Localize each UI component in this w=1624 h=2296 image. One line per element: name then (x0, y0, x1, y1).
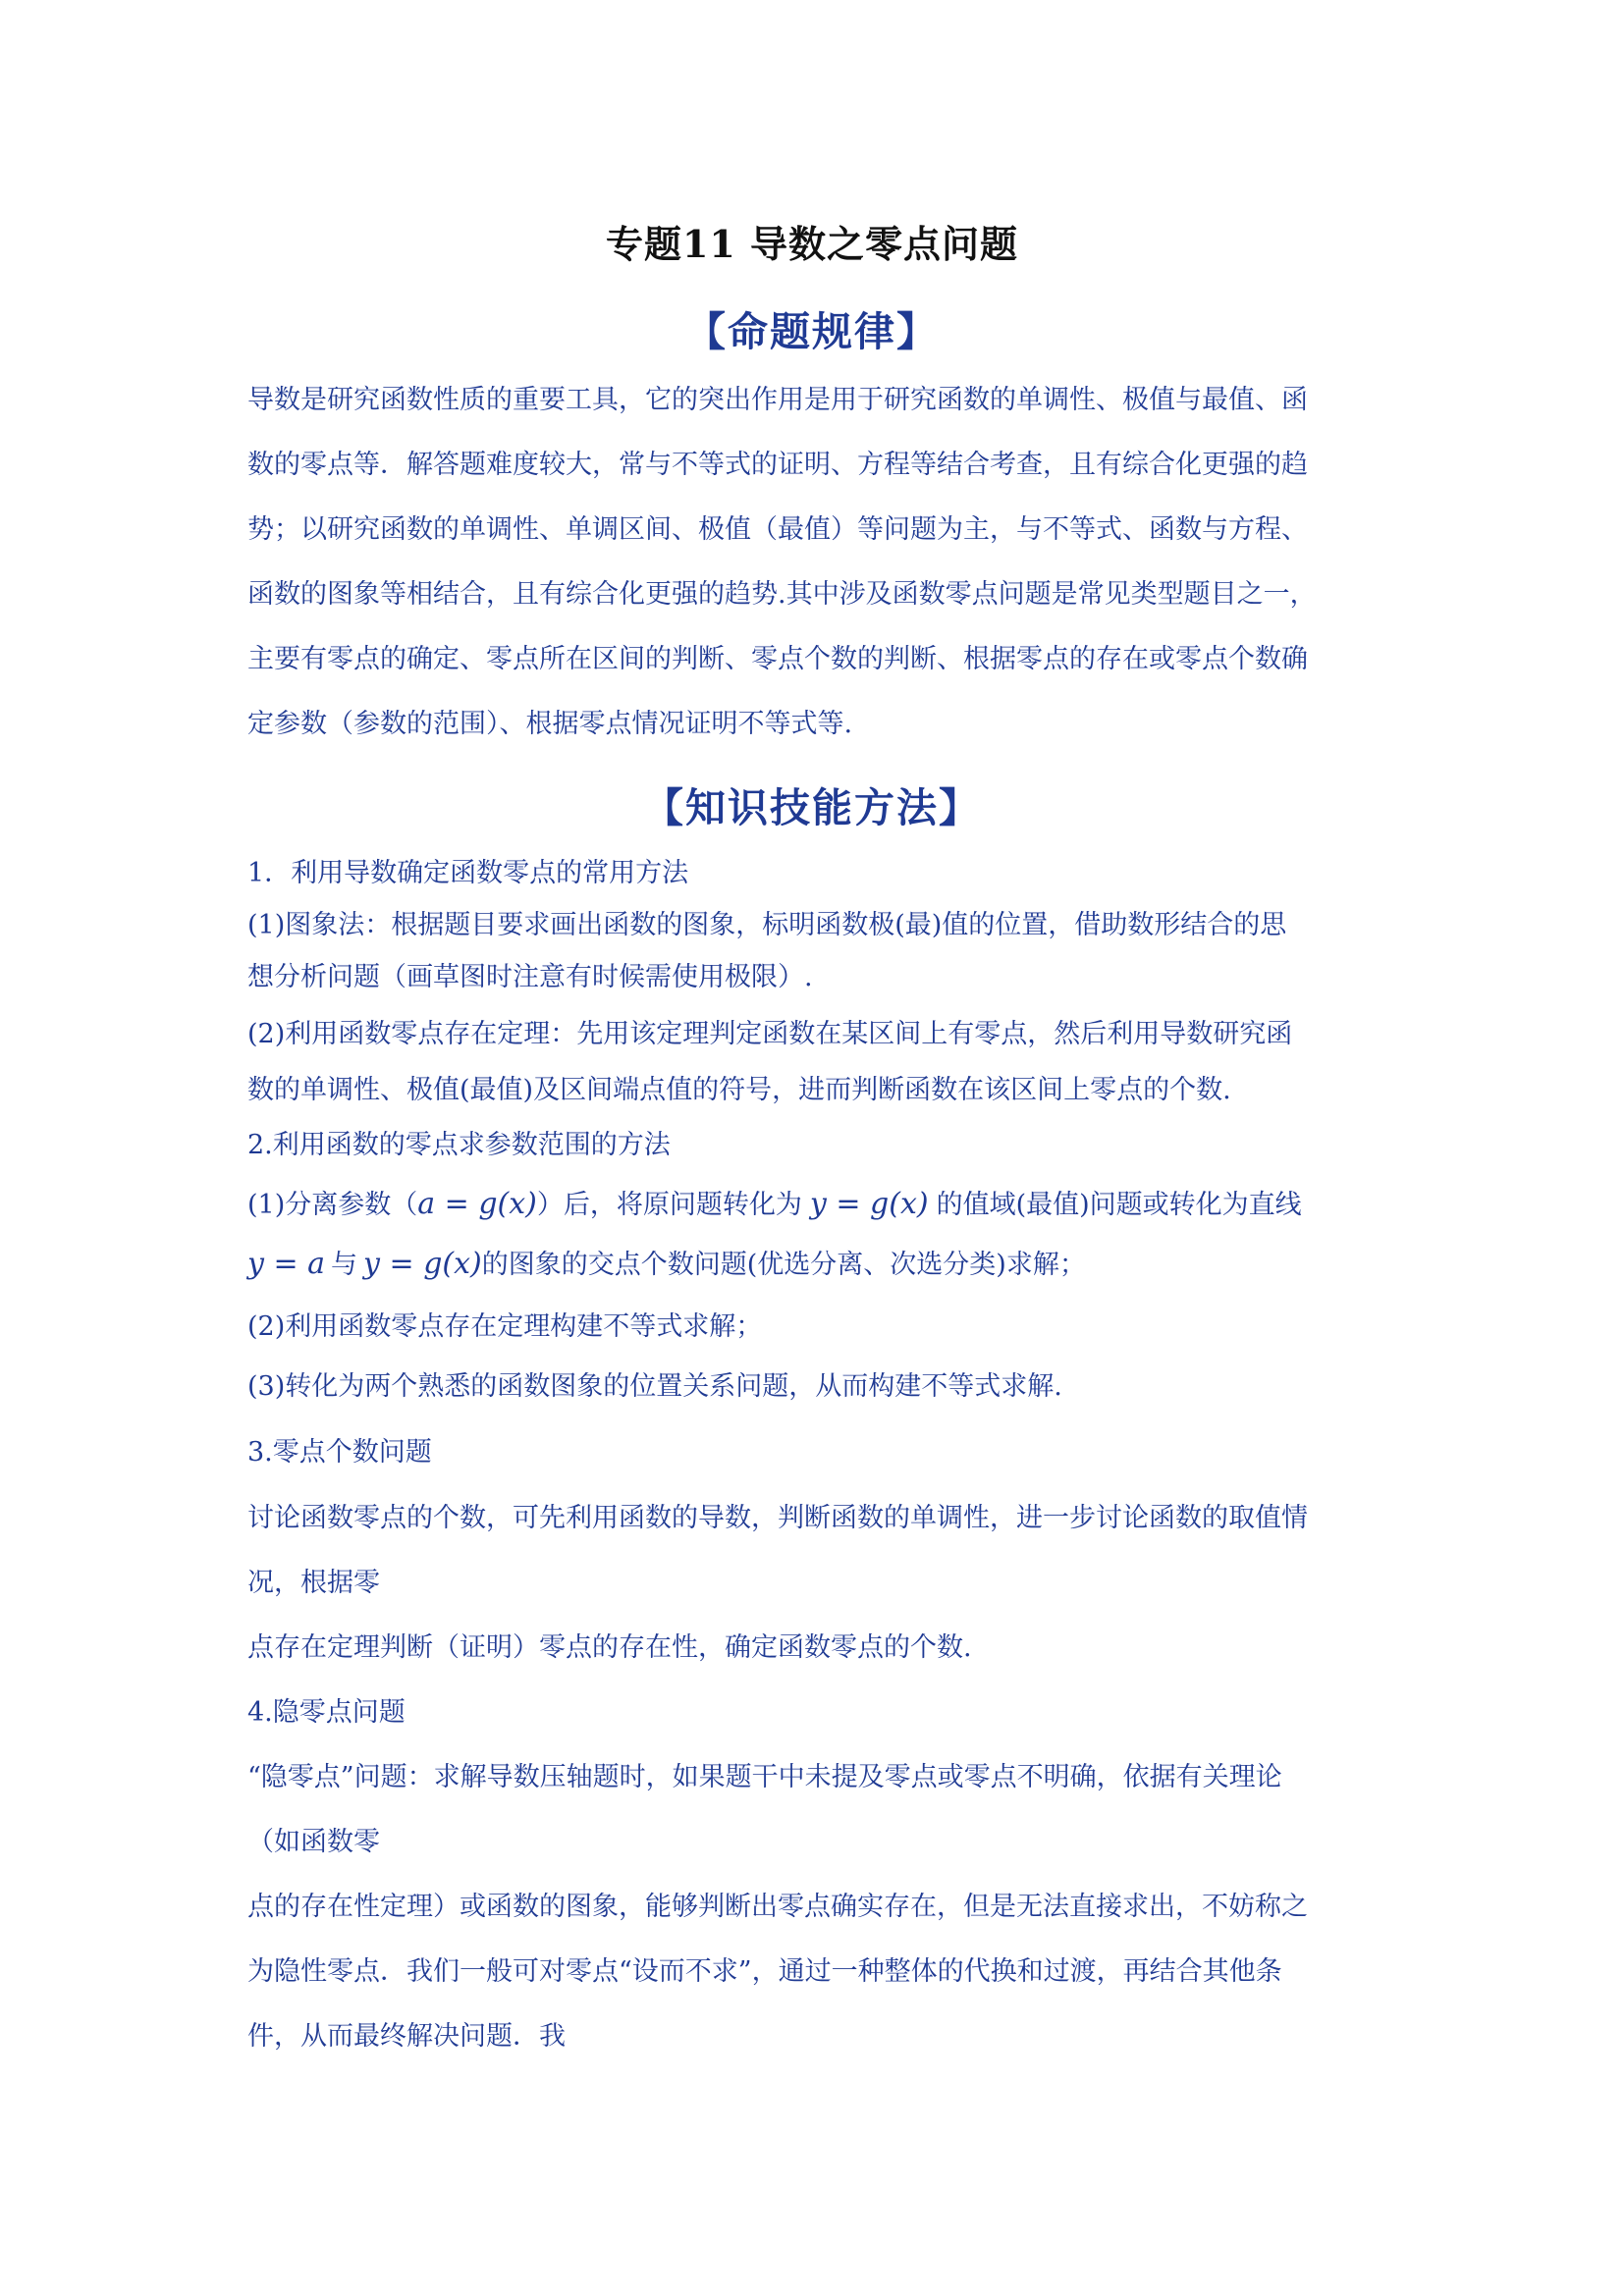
item4-line4: 为隐性零点．我们一般可对零点“设而不求”，通过一种整体的代换和过渡，再结合其他条 (247, 1956, 1282, 1987)
item4-line3: 点的存在性定理）或函数的图象，能够判断出零点确实存在，但是无法直接求出，不妨称之 (247, 1892, 1308, 1922)
rules-line-3: 势；以研究函数的单调性、单调区间、极值（最值）等问题为主，与不等式、函数与方程、 (247, 514, 1308, 545)
item2-p4: (3)转化为两个熟悉的函数图象的位置关系问题，从而构建不等式求解. (247, 1371, 1062, 1402)
rules-line-2: 数的零点等．解答题难度较大，常与不等式的证明、方程等结合考查，且有综合化更强的趋 (247, 450, 1308, 480)
rules-line-6: 定参数（参数的范围）、根据零点情况证明不等式等. (247, 709, 853, 739)
item2-p1-text-a: (1)分离参数（ (247, 1190, 418, 1220)
formula-y-eq-a: y = a (247, 1247, 326, 1281)
item4-title: 4.隐零点问题 (247, 1697, 406, 1728)
section-heading-rules: 【命题规律】 (685, 308, 939, 355)
rules-line-1: 导数是研究函数性质的重要工具，它的突出作用是用于研究函数的单调性、极值与最值、函 (247, 385, 1308, 415)
item4-line1: “隐零点”问题：求解导数压轴题时，如果题干中未提及零点或零点不明确，依据有关理论 (247, 1762, 1282, 1792)
item1-p2-line1: (2)利用函数零点存在定理：先用该定理判定函数在某区间上有零点，然后利用导数研究函 (247, 1019, 1293, 1049)
item2-p2-text-b: 的图象的交点个数问题(优选分离、次选分类)求解； (481, 1250, 1086, 1280)
formula-y-eq-gx: y = g(x) (809, 1187, 929, 1221)
rules-line-5: 主要有零点的确定、零点所在区间的判断、零点个数的判断、根据零点的存在或零点个数确 (247, 644, 1308, 674)
item3-line2: 况，根据零 (247, 1568, 380, 1598)
item4-line5: 件，从而最终解决问题．我 (247, 2021, 566, 2052)
item3-line3: 点存在定理判断（证明）零点的存在性，确定函数零点的个数. (247, 1632, 972, 1663)
formula-a-eq-gx: a = g(x) (417, 1187, 537, 1221)
section-heading-methods: 【知识技能方法】 (643, 784, 981, 831)
item1-p1-line1: (1)图象法：根据题目要求画出函数的图象，标明函数极(最)值的位置，借助数形结合的思 (247, 910, 1287, 940)
item3-title: 3.零点个数问题 (247, 1437, 432, 1468)
item2-p3: (2)利用函数零点存在定理构建不等式求解； (247, 1311, 763, 1342)
item3-line1: 讨论函数零点的个数，可先利用函数的导数，判断函数的单调性，进一步讨论函数的取值情 (247, 1503, 1308, 1533)
formula-y-eq-gx-2: y = g(x) (363, 1247, 482, 1281)
item2-title: 2.利用函数的零点求参数范围的方法 (247, 1130, 671, 1160)
item4-line2: （如函数零 (247, 1827, 380, 1857)
item1-p2-line2: 数的单调性、极值(最值)及区间端点值的符号，进而判断函数在该区间上零点的个数. (247, 1075, 1231, 1105)
item1-p1-line2: 想分析问题（画草图时注意有时候需使用极限）. (247, 962, 813, 992)
item2-p2-text-a: 与 (331, 1250, 358, 1280)
item2-p1-text-c: 的值域(最值)问题或转化为直线 (936, 1190, 1302, 1220)
rules-line-4: 函数的图象等相结合，且有综合化更强的趋势.其中涉及函数零点问题是常见类型题目之一， (247, 579, 1317, 610)
item2-p1 (247, 1185, 1386, 1225)
item2-p1-text-b: ）后，将原问题转化为 (536, 1190, 802, 1220)
page-title: 专题11 导数之零点问题 (605, 222, 1019, 266)
item1-title: 1．利用导数确定函数零点的常用方法 (247, 858, 689, 888)
item2-p2 (247, 1245, 1386, 1285)
